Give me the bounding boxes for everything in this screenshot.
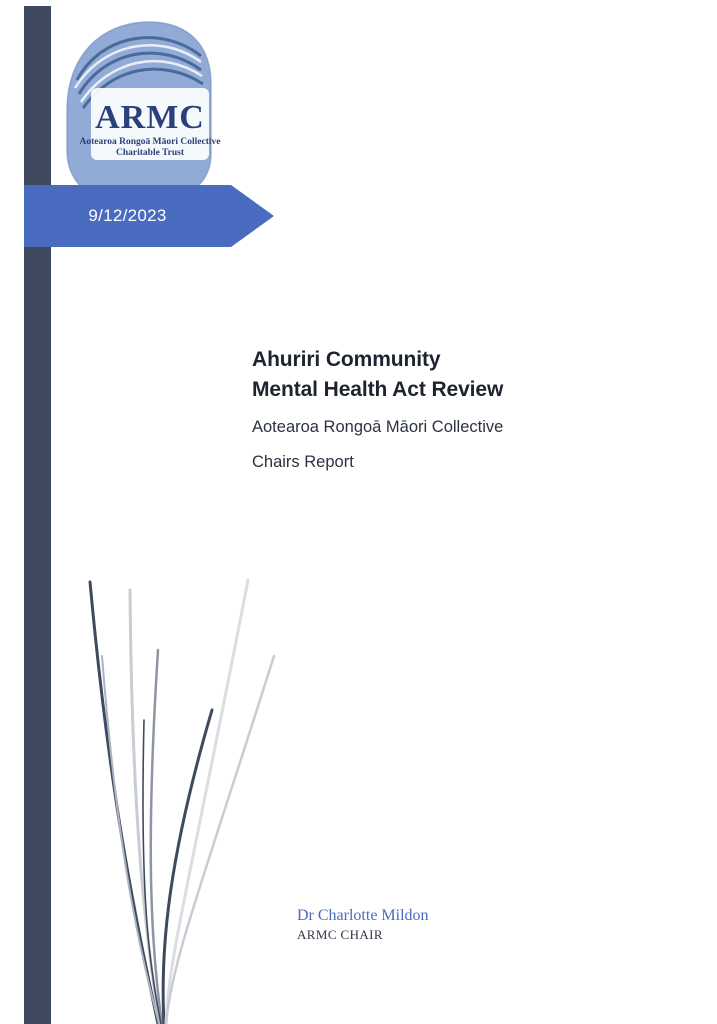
- svg-text:Charitable Trust: Charitable Trust: [116, 148, 184, 158]
- svg-text:Aotearoa Rongoā Māori Collecti: Aotearoa Rongoā Māori Collective: [79, 137, 221, 147]
- author-name: Dr Charlotte Mildon: [297, 907, 429, 924]
- date-banner: [24, 185, 274, 247]
- document-subtitle-line1: Aotearoa Rongoā Māori Collective: [252, 418, 504, 436]
- title-block: [252, 345, 672, 475]
- author-role: ARMC CHAIR: [297, 927, 383, 942]
- page-top-margin: [0, 0, 717, 6]
- document-subtitle-line2: Chairs Report: [252, 453, 354, 471]
- date-text: 9/12/2023: [88, 206, 167, 225]
- author-block: [297, 906, 627, 944]
- left-sidebar-bar: [24, 6, 51, 1024]
- armc-logo-graphic: [51, 14, 236, 204]
- grass-decoration: [40, 560, 340, 1024]
- document-title-line2: Mental Health Act Review: [252, 378, 504, 401]
- document-title-line1: Ahuriri Community: [252, 348, 441, 371]
- date-banner-arrow: [231, 185, 274, 247]
- svg-text:ARMC: ARMC: [95, 99, 205, 136]
- armc-logo: [51, 14, 236, 204]
